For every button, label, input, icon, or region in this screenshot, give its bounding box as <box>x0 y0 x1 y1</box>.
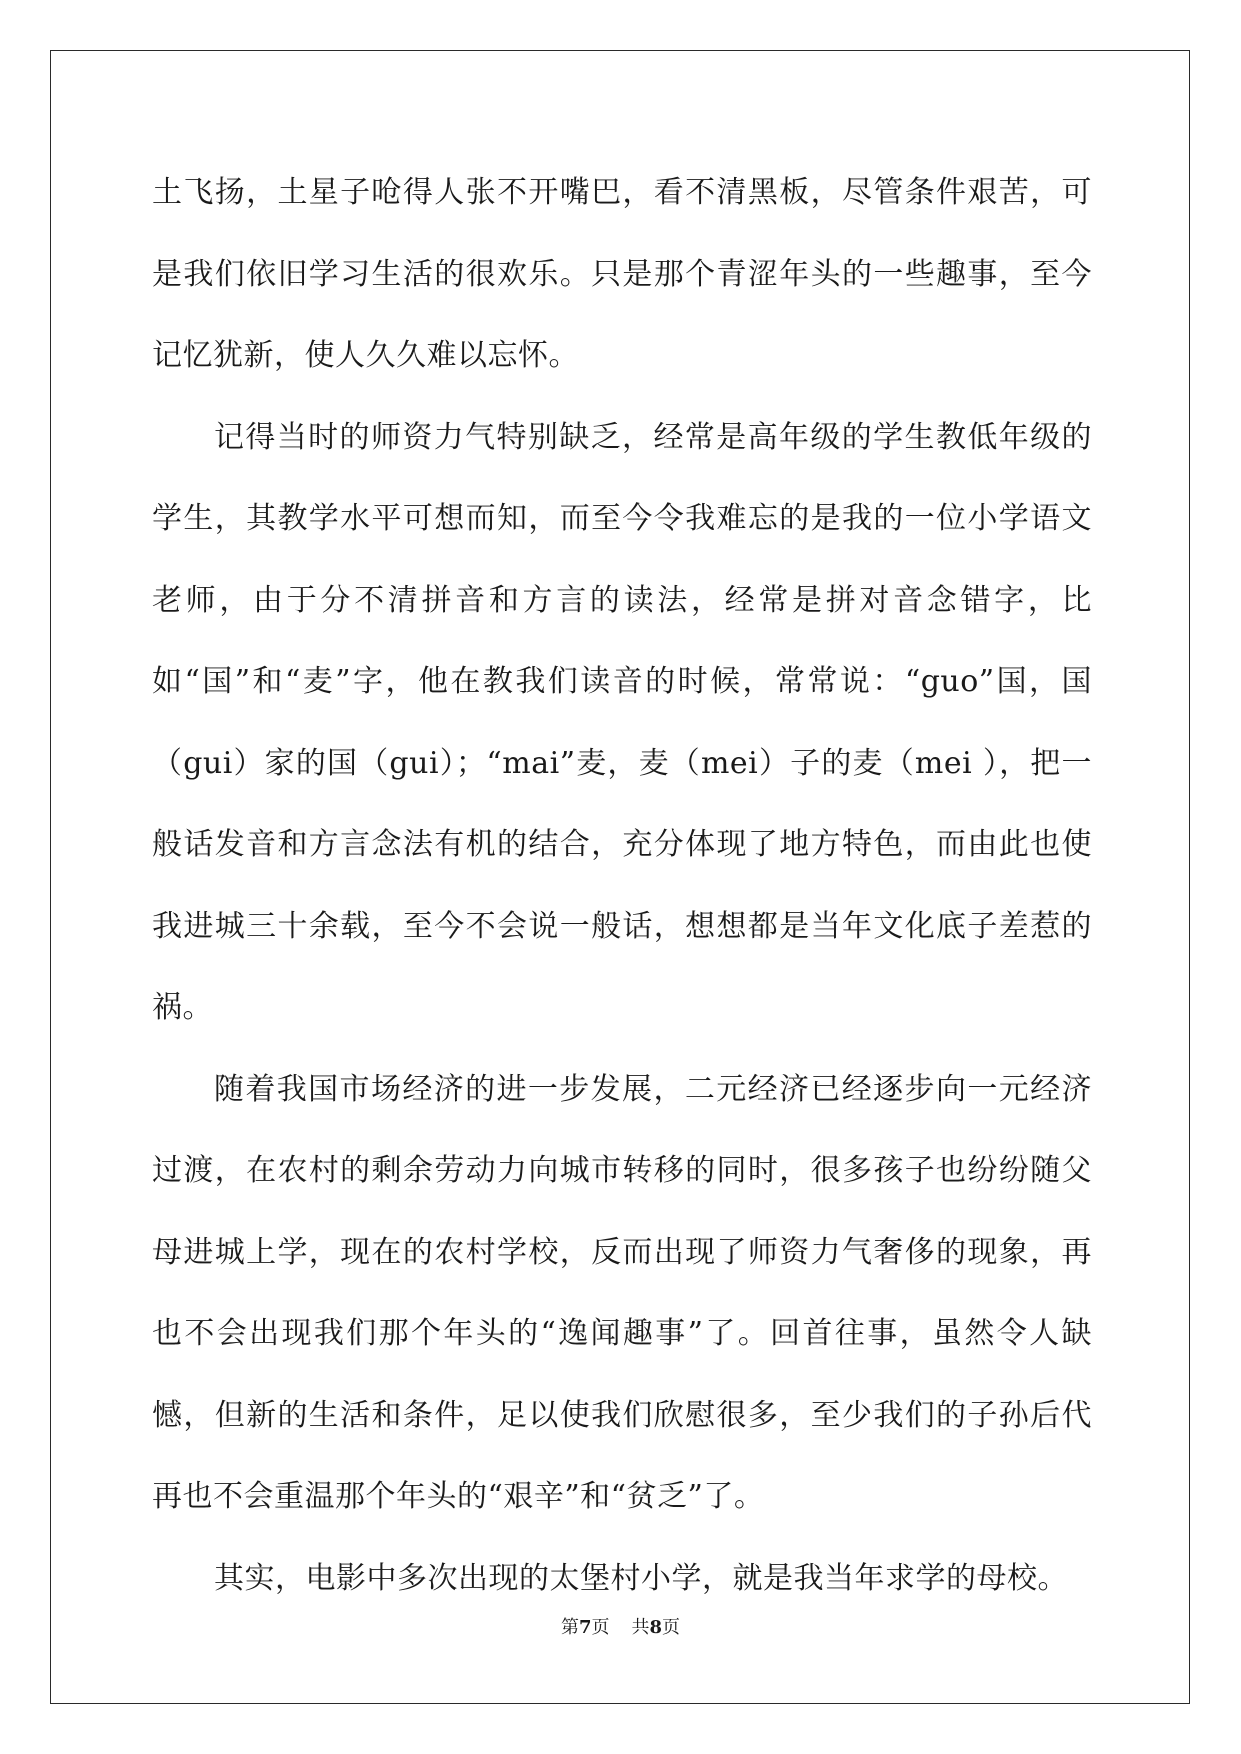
paragraph-3: 随着我国市场经济的进一步发展，二元经济已经逐步向一元经济过渡，在农村的剩余劳动力向城市转移的同时，很多孩子也纷纷随父母进城上学，现在的农村学校，反而出现了师资力气奢侈的现象，再也不会出现我们那个年头的“逸闻趣事”了。回首往事，虽然令人缺憾，但新的生活和条件，足以使我们欣慰很多，至少我们的子孙后代再也不会重温那个年头的“艰辛”和“贫乏”了。 <box>152 1071 1092 1514</box>
page-footer <box>0 1613 1241 1639</box>
paragraph-1: 土飞扬，土星子呛得人张不开嘴巴，看不清黑板，尽管条件艰苦，可是我们依旧学习生活的很欢乐。只是那个青涩年头的一些趣事，至今记忆犹新，使人久久难以忘怀。 <box>152 175 1092 373</box>
document-body <box>152 152 1092 1619</box>
paragraph-2: 记得当时的师资力气特别缺乏，经常是高年级的学生教低年级的学生，其教学水平可想而知，而至今令我难忘的是我的一位小学语文老师，由于分不清拼音和方言的读法，经常是拼对音念错字，比如“国”和“麦”字，他在教我们读音的时候，常常说：“guo”国，国（gui）家的国（gui）；“mai”麦，麦（mei）子的麦（mei ），把一般话发音和方言念法有机的结合，充分体现了地方特色，而由此也使我进城三十余载，至今不会说一般话，想想都是当年文化底子差惹的祸。 <box>152 419 1092 1025</box>
page-number: 第7页 <box>560 1617 610 1638</box>
paragraph-4: 其实，电影中多次出现的太堡村小学，就是我当年求学的母校。 <box>214 1560 1068 1596</box>
page-total: 共8页 <box>631 1617 681 1638</box>
